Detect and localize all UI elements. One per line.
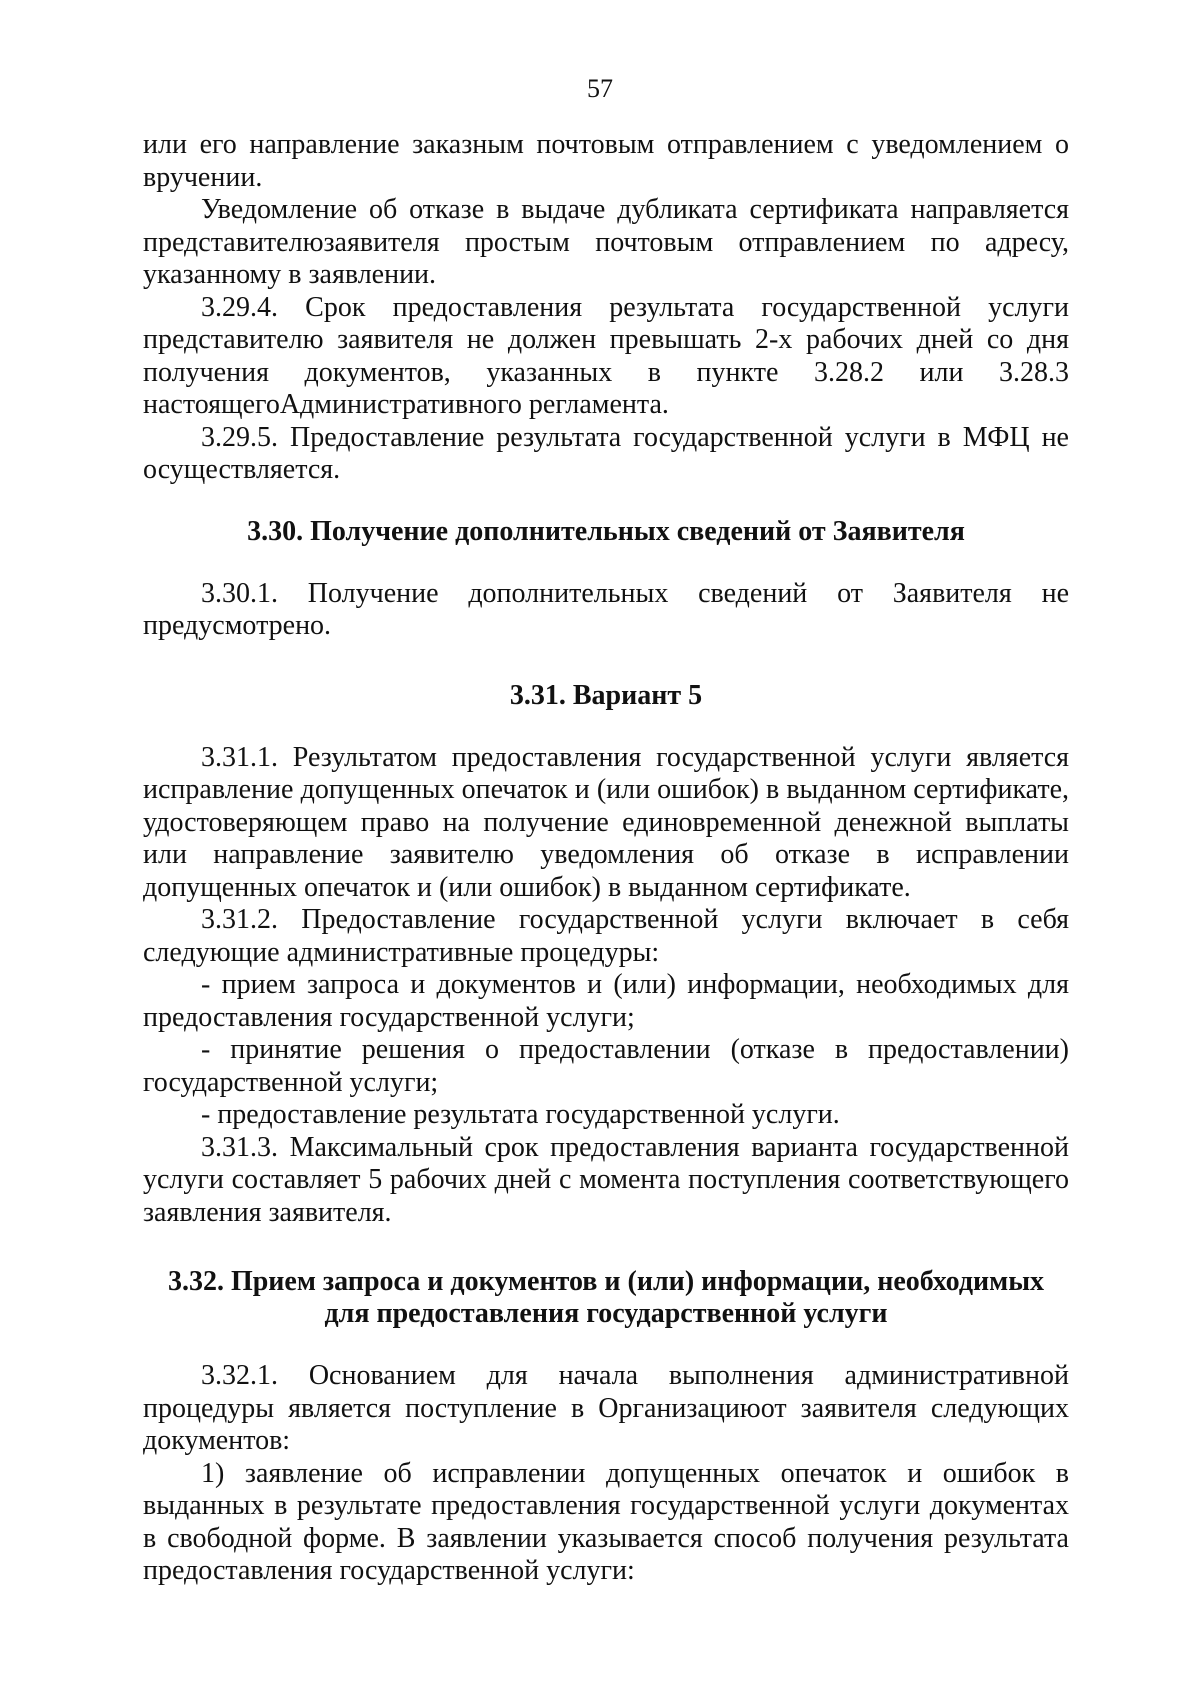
paragraph-3-29-5: 3.29.5. Предоставление результата государственной услуги в МФЦ не осуществляется. bbox=[143, 421, 1069, 485]
paragraph: 1) заявление об исправлении допущенных опечаток и ошибок в выданных в результате предоставления государственной услуги документах в свободной форме. В заявлении указывается способ получения результата предоставления государственной услуги: bbox=[143, 1457, 1069, 1586]
paragraph-3-31-1: 3.31.1. Результатом предоставления государственной услуги является исправление допущенных опечаток и (или ошибок) в выданном сертификате, удостоверяющем право на получение единовременной денежной выплаты или направление заявителю уведомления об отказе в исправлении допущенных опечаток и (или ошибок) в выданном сертификате. bbox=[143, 741, 1069, 903]
section-heading-3-30: 3.30. Получение дополнительных сведений от Заявителя bbox=[247, 515, 965, 547]
section-heading-3-32 bbox=[143, 1266, 1069, 1330]
paragraph-3-29-4: 3.29.4. Срок предоставления результата государственной услуги представителю заявителя не должен превышать 2-х рабочих дней со дня получения документов, указанных в пункте 3.28.2 или 3.28.3 настоящегоАдминистративного регламента. bbox=[143, 291, 1069, 420]
paragraph-3-30-1: 3.30.1. Получение дополнительных сведений от Заявителя не предусмотрено. bbox=[143, 577, 1069, 641]
paragraph: или его направление заказным почтовым отправлением с уведомлением о вручении. bbox=[143, 129, 1069, 193]
document-body bbox=[143, 129, 1069, 1588]
section-heading-3-32-line2: для предоставления государственной услуги bbox=[324, 1298, 888, 1329]
list-item: - предоставление результата государственной услуги. bbox=[201, 1099, 840, 1130]
list-item: - прием запроса и документов и (или) информации, необходимых для предоставления государственной услуги; bbox=[143, 969, 1069, 1033]
section-heading-3-32-line1: 3.32. Прием запроса и документов и (или) информации, необходимых bbox=[167, 1266, 1045, 1297]
paragraph-3-31-3: 3.31.3. Максимальный срок предоставления варианта государственной услуги составляет 5 рабочих дней с момента поступления соответствующего заявления заявителя. bbox=[143, 1131, 1069, 1228]
paragraph: Уведомление об отказе в выдаче дубликата сертификата направляется представителюзаявителя простым почтовым отправлением по адресу, указанному в заявлении. bbox=[143, 194, 1069, 290]
section-heading-3-31: 3.31. Вариант 5 bbox=[509, 679, 703, 711]
paragraph-3-31-2: 3.31.2. Предоставление государственной услуги включает в себя следующие административные процедуры: bbox=[143, 904, 1069, 968]
paragraph-3-32-1: 3.32.1. Основанием для начала выполнения административной процедуры является поступление в Организациюот заявителя следующих документов: bbox=[143, 1360, 1069, 1456]
page-number: 57 bbox=[587, 74, 613, 103]
list-item: - принятие решения о предоставлении (отказе в предоставлении) государственной услуги; bbox=[143, 1034, 1069, 1098]
